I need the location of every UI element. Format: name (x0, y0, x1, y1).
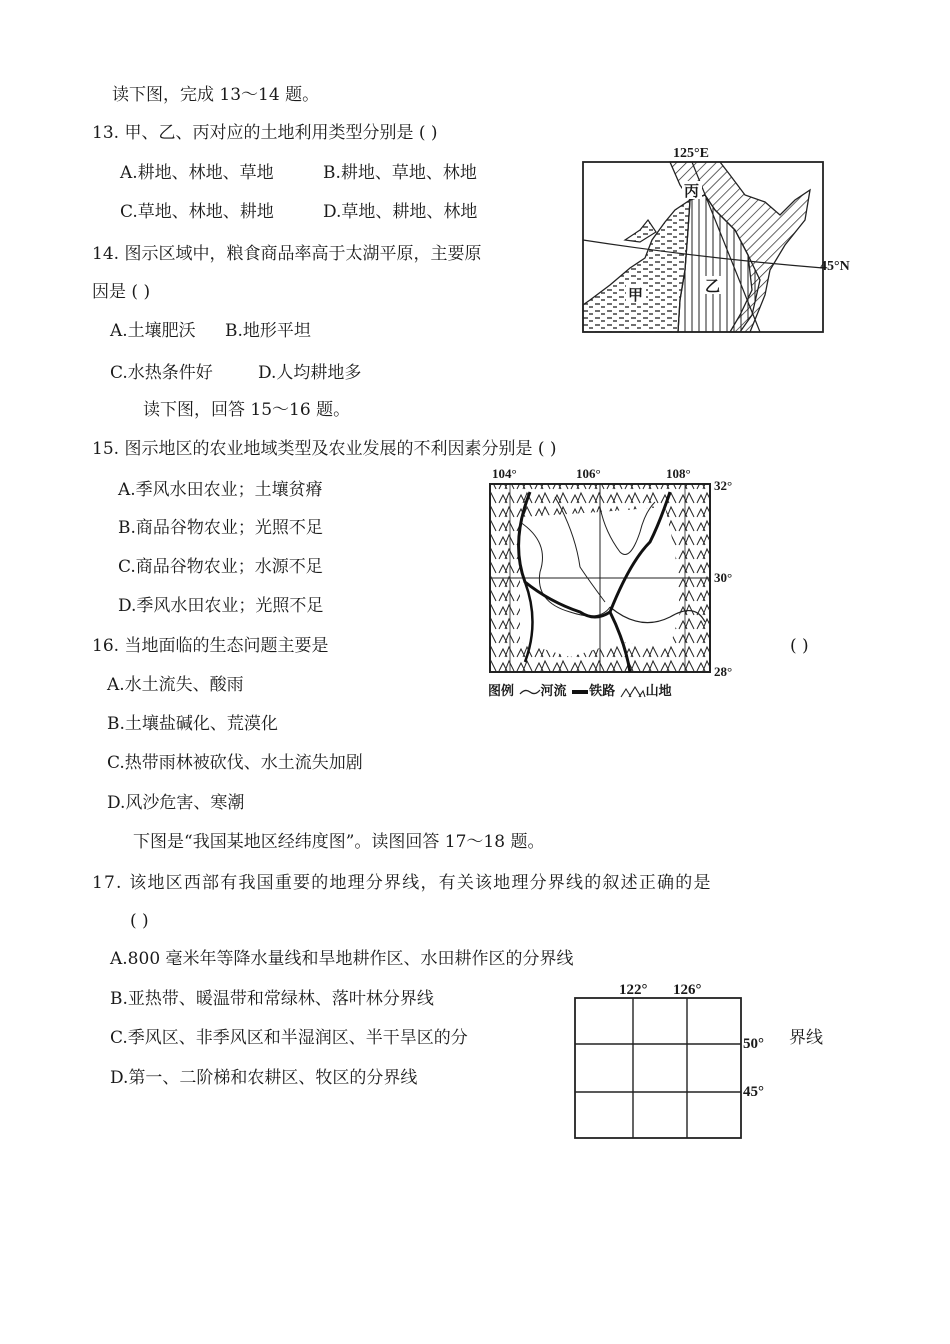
map2-lon-108: 108° (666, 466, 691, 481)
q17-option-c-tail: 界线 (789, 1028, 823, 1048)
q13-option-d: D.草地、耕地、林地 (323, 202, 478, 222)
q16-option-c: C.热带雨林被砍伐、水土流失加剧 (107, 753, 363, 773)
q13-option-c: C.草地、林地、耕地 (120, 202, 274, 222)
intro-13-14: 读下图，完成 13～14 题。 (112, 85, 320, 105)
map2-lon-104: 104° (492, 466, 517, 481)
q13-option-a: A.耕地、林地、草地 (120, 163, 274, 183)
q17-option-d: D.第一、二阶梯和农耕区、牧区的分界线 (110, 1068, 418, 1088)
q15-option-b: B.商品谷物农业；光照不足 (118, 518, 323, 538)
grid-lat-45: 45° (743, 1084, 764, 1100)
map1-lon-label: 125°E (673, 146, 709, 161)
q15-option-d: D.季风水田农业；光照不足 (118, 596, 324, 616)
q15-stem: 15. 图示地区的农业地域类型及农业发展的不利因素分别是 ( ) (92, 439, 557, 459)
q15-option-c: C.商品谷物农业；水源不足 (118, 557, 323, 577)
legend-river-icon (519, 687, 541, 697)
q16-option-a: A.水土流失、酸雨 (107, 675, 244, 695)
lat-lon-grid (565, 978, 785, 1143)
map2-lat-30: 30° (714, 570, 733, 585)
map1-region-bing: 丙 (684, 184, 700, 200)
map2-lat-28: 28° (714, 664, 733, 679)
q17-option-c: C.季风区、非季风区和半湿润区、半干旱区的分 (110, 1028, 468, 1048)
q14-option-d: D.人均耕地多 (258, 363, 362, 383)
legend-rail: 铁路 (589, 684, 616, 699)
map2-lat-32: 32° (714, 478, 733, 493)
q14-stem-line2: 因是 ( ) (92, 282, 151, 302)
q13-option-b: B.耕地、草地、林地 (323, 163, 477, 183)
land-use-map (570, 140, 860, 340)
q16-paren: ( ) (790, 636, 809, 656)
map2-legend (488, 680, 672, 699)
q16-option-b: B.土壤盐碱化、荒漠化 (107, 714, 278, 734)
intro-17-18: 下图是“我国某地区经纬度图”。读图回答 17～18 题。 (133, 832, 545, 852)
map1-region-yi: 乙 (705, 279, 721, 295)
legend-title: 图例 (488, 684, 515, 699)
q14-option-a: A.土壤肥沃 (110, 321, 196, 341)
map1-lat-label: 45°N (820, 259, 850, 274)
map1-region-jia: 甲 (628, 288, 644, 304)
q17-option-a: A.800 毫米年等降水量线和旱地耕作区、水田耕作区的分界线 (110, 949, 574, 969)
q14-option-c: C.水热条件好 (110, 363, 213, 383)
q14-option-b: B.地形平坦 (225, 321, 311, 341)
basin-map (480, 462, 750, 682)
q16-option-d: D.风沙危害、寒潮 (107, 793, 245, 813)
q13-stem: 13. 甲、乙、丙对应的土地利用类型分别是 ( ) (92, 123, 438, 143)
legend-mountain: 山地 (645, 684, 672, 699)
grid-lat-50: 50° (743, 1036, 764, 1052)
q17-option-b: B.亚热带、暖温带和常绿林、落叶林分界线 (110, 989, 434, 1009)
legend-river: 河流 (540, 684, 567, 699)
q17-stem-line2: ( ) (130, 911, 149, 931)
legend-mountain-icon (620, 686, 646, 698)
legend-rail-icon (571, 687, 589, 697)
q15-option-a: A.季风水田农业；土壤贫瘠 (118, 480, 323, 500)
q17-stem-line1: 17. 该地区西部有我国重要的地理分界线，有关该地理分界线的叙述正确的是 (92, 873, 712, 893)
grid-lon-122: 122° (619, 982, 648, 998)
q14-stem-line1: 14. 图示区域中，粮食商品率高于太湖平原，主要原 (92, 244, 482, 264)
map2-lon-106: 106° (576, 466, 601, 481)
grid-lon-126: 126° (673, 982, 702, 998)
intro-15-16: 读下图，回答 15～16 题。 (143, 400, 351, 420)
q16-stem: 16. 当地面临的生态问题主要是 (92, 636, 329, 656)
